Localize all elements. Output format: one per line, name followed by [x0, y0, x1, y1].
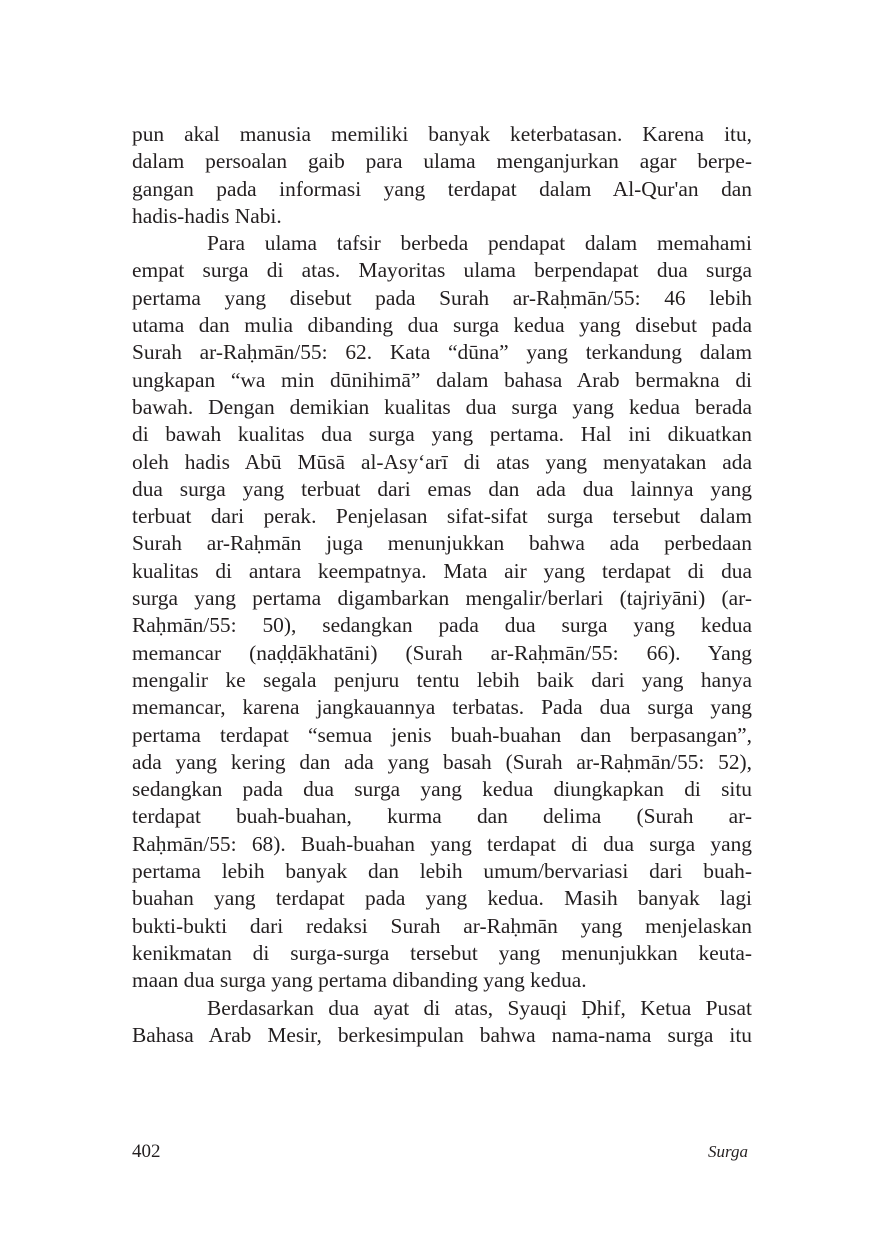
body-text-line: Raḥmān/55: 50), sedangkan pada dua surga yang kedua [132, 613, 752, 638]
body-text-line: oleh hadis Abū Mūsā al-Asy‘arī di atas yang menyatakan ada [132, 449, 752, 474]
body-text-line: mengalir ke segala penjuru tentu lebih baik dari yang hanya [132, 667, 752, 692]
body-text-line: di bawah kualitas dua surga yang pertama. Hal ini dikuatkan [132, 422, 752, 447]
body-text-line: pertama lebih banyak dan lebih umum/bervariasi dari buah- [132, 859, 752, 884]
body-text-line: terbuat dari perak. Penjelasan sifat-sifat surga tersebut dalam [132, 504, 752, 529]
body-text-line: kenikmatan di surga-surga tersebut yang menunjukkan keuta- [132, 940, 752, 965]
body-text-line: dalam persoalan gaib para ulama menganjurkan agar berpe- [132, 149, 752, 174]
body-text-line: pertama yang disebut pada Surah ar-Raḥmān/55: 46 lebih [132, 285, 752, 310]
body-text-line: bukti-bukti dari redaksi Surah ar-Raḥmān yang menjelaskan [132, 913, 752, 938]
body-text-line: Para ulama tafsir berbeda pendapat dalam memahami [207, 231, 752, 256]
body-text-line: Raḥmān/55: 68). Buah-buahan yang terdapat di dua surga yang [132, 831, 752, 856]
body-text-line: Surah ar-Raḥmān/55: 62. Kata “dūna” yang terkandung dalam [132, 340, 752, 365]
body-text-line: kualitas di antara keempatnya. Mata air yang terdapat di dua [132, 558, 752, 583]
body-text-line: surga yang pertama digambarkan mengalir/berlari (tajriyāni) (ar- [132, 586, 752, 611]
body-text-line: dua surga yang terbuat dari emas dan ada dua lainnya yang [132, 476, 752, 501]
body-text-line: Bahasa Arab Mesir, berkesimpulan bahwa nama-nama surga itu [132, 1022, 752, 1047]
body-text-line: Surah ar-Raḥmān juga menunjukkan bahwa ada perbedaan [132, 531, 752, 556]
page-number: 402 [132, 1141, 161, 1162]
body-text-line: bawah. Dengan demikian kualitas dua surga yang kedua berada [132, 394, 752, 419]
body-text-line: ada yang kering dan ada yang basah (Surah ar-Raḥmān/55: 52), [132, 749, 752, 774]
page-body [132, 121, 752, 1049]
body-text-line: memancar (naḍḍākhatāni) (Surah ar-Raḥmān/55: 66). Yang [132, 640, 752, 665]
body-text-line: pertama terdapat “semua jenis buah-buahan dan berpasangan”, [132, 722, 752, 747]
body-text-line: sedangkan pada dua surga yang kedua diungkapkan di situ [132, 777, 752, 802]
running-footer-title: Surga [708, 1142, 748, 1161]
body-text-line: pun akal manusia memiliki banyak keterbatasan. Karena itu, [132, 122, 752, 146]
body-text-line: memancar, karena jangkauannya terbatas. Pada dua surga yang [132, 695, 752, 720]
body-text-line: empat surga di atas. Mayoritas ulama berpendapat dua surga [132, 258, 752, 283]
body-text-line: buahan yang terdapat pada yang kedua. Masih banyak lagi [132, 886, 752, 911]
body-text-line: hadis-hadis Nabi. [132, 203, 282, 228]
body-text-line: ungkapan “wa min dūnihimā” dalam bahasa Arab bermakna di [132, 367, 752, 392]
body-text-line: Berdasarkan dua ayat di atas, Syauqi Ḍhif, Ketua Pusat [207, 995, 752, 1020]
body-text-line: terdapat buah-buahan, kurma dan delima (Surah ar- [132, 804, 752, 829]
body-text-line: gangan pada informasi yang terdapat dalam Al-Qur'an dan [132, 176, 752, 201]
body-text-line: maan dua surga yang pertama dibanding yang kedua. [132, 968, 587, 993]
body-text-line: utama dan mulia dibanding dua surga kedua yang disebut pada [132, 313, 752, 338]
